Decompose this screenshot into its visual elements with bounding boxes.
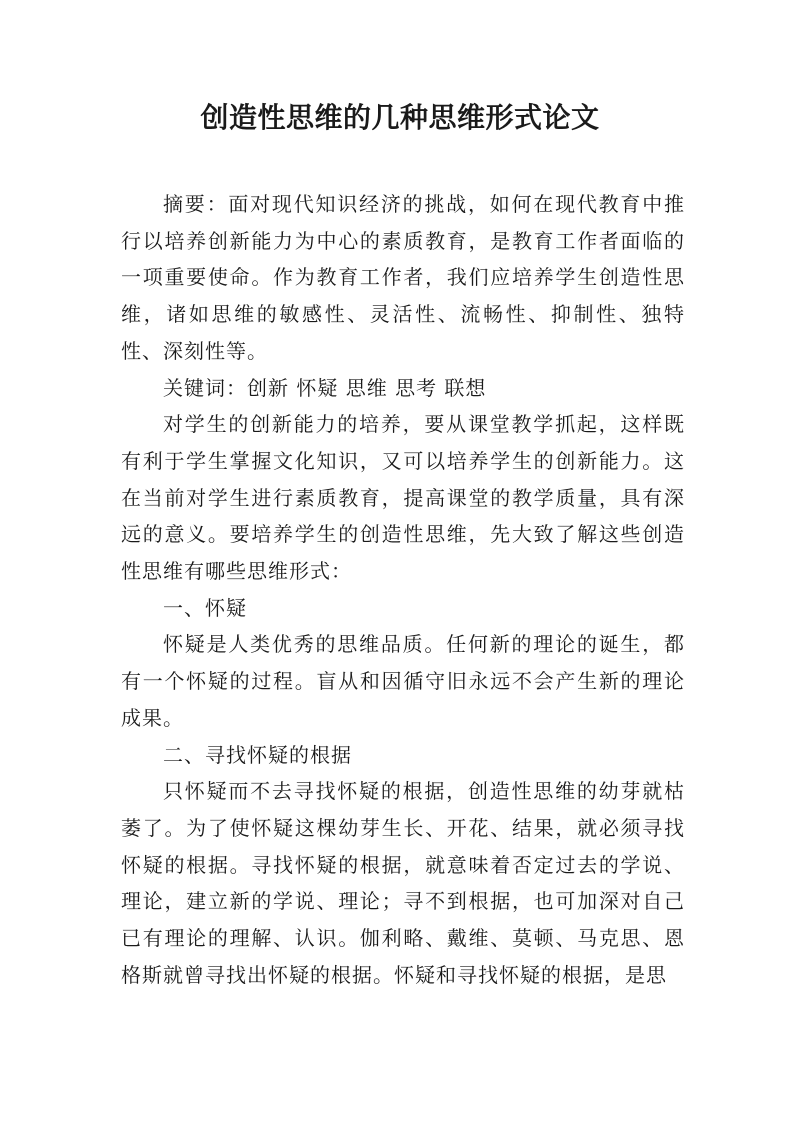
section-heading-find-basis: 二、寻找怀疑的根据 (163, 742, 352, 767)
abstract-paragraph: 摘要：面对现代知识经济的挑战，如何在现代教育中推行以培养创新能力为中心的素质教育，是教育工作者面临的一项重要使命。作为教育工作者，我们应培养学生创造性思维，诸如思维的敏感性、灵活性、流畅性、抑制性、独特性、深刻性等。 (121, 192, 685, 363)
section-heading-doubt: 一、怀疑 (163, 595, 247, 620)
document-title: 创造性思维的几种思维形式论文 (200, 101, 600, 134)
find-basis-paragraph: 只怀疑而不去寻找怀疑的根据，创造性思维的幼芽就枯萎了。为了使怀疑这棵幼芽生长、开花、结果，就必须寻找怀疑的根据。寻找怀疑的根据，就意味着否定过去的学说、理论，建立新的学说、理论；寻不到根据，也可加深对自己已有理论的理解、认识。伽利略、戴维、莫顿、马克思、恩格斯就曾寻找出怀疑的根据。怀疑和寻找怀疑的根据，是思 (121, 779, 685, 987)
document-body (121, 186, 685, 993)
keywords-paragraph: 关键词：创新 怀疑 思维 思考 联想 (163, 375, 487, 400)
intro-paragraph: 对学生的创新能力的培养，要从课堂教学抓起，这样既有利于学生掌握文化知识，又可以培养学生的创新能力。这在当前对学生进行素质教育，提高课堂的教学质量，具有深远的意义。要培养学生的创造性思维，先大致了解这些创造性思维有哪些思维形式： (121, 412, 685, 584)
doubt-paragraph: 怀疑是人类优秀的思维品质。任何新的理论的诞生，都有一个怀疑的过程。盲从和因循守旧永远不会产生新的理论成果。 (121, 632, 685, 730)
